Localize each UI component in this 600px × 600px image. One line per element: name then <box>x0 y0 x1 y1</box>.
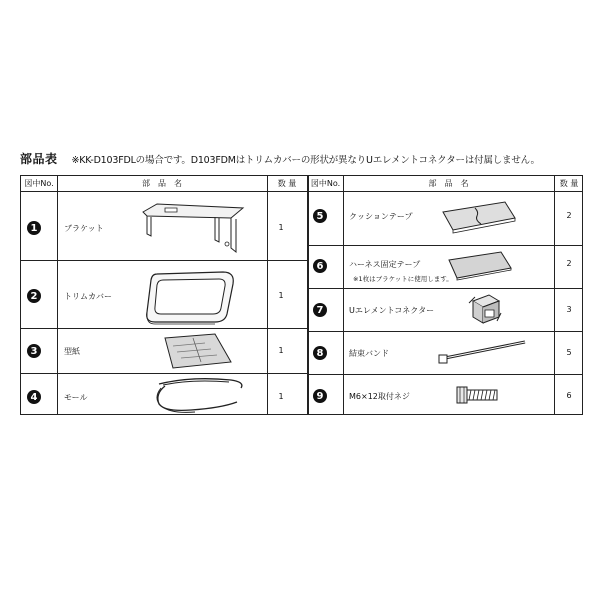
item-number-3: 3 <box>27 344 41 358</box>
header-part-name-left: 部 品 名 <box>142 179 182 188</box>
header-fig-no-right: 図中No. <box>310 179 341 188</box>
parts-table <box>20 175 583 415</box>
column-divider <box>343 176 344 414</box>
item-number-5: 5 <box>313 209 327 223</box>
parts-list-title: 部品表 <box>20 152 58 166</box>
part-name-bracket: ブラケット <box>64 224 104 233</box>
part-qty-bracket: 1 <box>278 223 284 232</box>
row-divider <box>21 373 308 374</box>
template-paper-icon <box>155 332 235 370</box>
part-name-trim-cover: トリムカバー <box>64 292 112 301</box>
screw-icon <box>455 384 501 406</box>
item-number-7: 7 <box>313 303 327 317</box>
column-divider <box>267 176 268 414</box>
part-name-screw: M6×12取付ネジ <box>349 392 410 401</box>
item-number-1: 1 <box>27 221 41 235</box>
part-name-molding: モール <box>64 393 88 402</box>
part-qty-trim-cover: 1 <box>278 291 284 300</box>
part-name-cable-tie: 結束バンド <box>349 349 389 358</box>
part-qty-cable-tie: 5 <box>566 348 572 357</box>
part-name-template-paper: 型紙 <box>64 347 80 356</box>
header-quantity-right: 数 量 <box>559 179 579 188</box>
row-divider <box>308 331 582 332</box>
cable-tie-icon <box>437 338 529 366</box>
header-fig-no-left: 図中No. <box>24 179 54 188</box>
molding-icon <box>151 376 247 414</box>
item-number-4: 4 <box>27 390 41 404</box>
harness-tape-icon <box>445 250 515 280</box>
row-divider <box>308 245 582 246</box>
part-qty-u-connector: 3 <box>566 305 572 314</box>
item-number-9: 9 <box>313 389 327 403</box>
part-name-cushion-tape: クッションテープ <box>349 212 413 221</box>
item-number-2: 2 <box>27 289 41 303</box>
parts-list-heading <box>20 150 540 167</box>
part-qty-molding: 1 <box>278 392 284 401</box>
item-number-8: 8 <box>313 346 327 360</box>
parts-list-note: ※KK-D103FDLの場合です。D103FDMはトリムカバーの形状が異なりUエレメントコネクターは付属しません。 <box>71 155 540 166</box>
row-divider <box>21 260 308 261</box>
column-divider <box>57 176 58 414</box>
row-divider <box>21 328 308 329</box>
part-qty-template-paper: 1 <box>278 346 284 355</box>
trim-cover-icon <box>143 266 237 324</box>
item-number-6: 6 <box>313 259 327 273</box>
part-qty-cushion-tape: 2 <box>566 211 572 220</box>
part-qty-harness-tape: 2 <box>566 259 572 268</box>
table-center-divider <box>307 176 309 414</box>
column-divider <box>554 176 555 414</box>
part-name-harness-tape: ハーネス固定テープ <box>349 260 421 269</box>
part-note-harness-tape: ※1枚はブラケットに使用します。 <box>353 275 453 283</box>
u-connector-icon <box>467 293 503 329</box>
part-name-u-connector: Uエレメントコネクター <box>349 306 435 315</box>
row-divider <box>308 374 582 375</box>
bracket-icon <box>135 200 245 258</box>
header-divider <box>21 191 582 192</box>
part-qty-screw: 6 <box>566 391 572 400</box>
cushion-tape-icon <box>439 200 519 234</box>
header-part-name-right: 部 品 名 <box>428 179 469 188</box>
row-divider <box>308 288 582 289</box>
header-quantity-left: 数 量 <box>277 179 297 188</box>
